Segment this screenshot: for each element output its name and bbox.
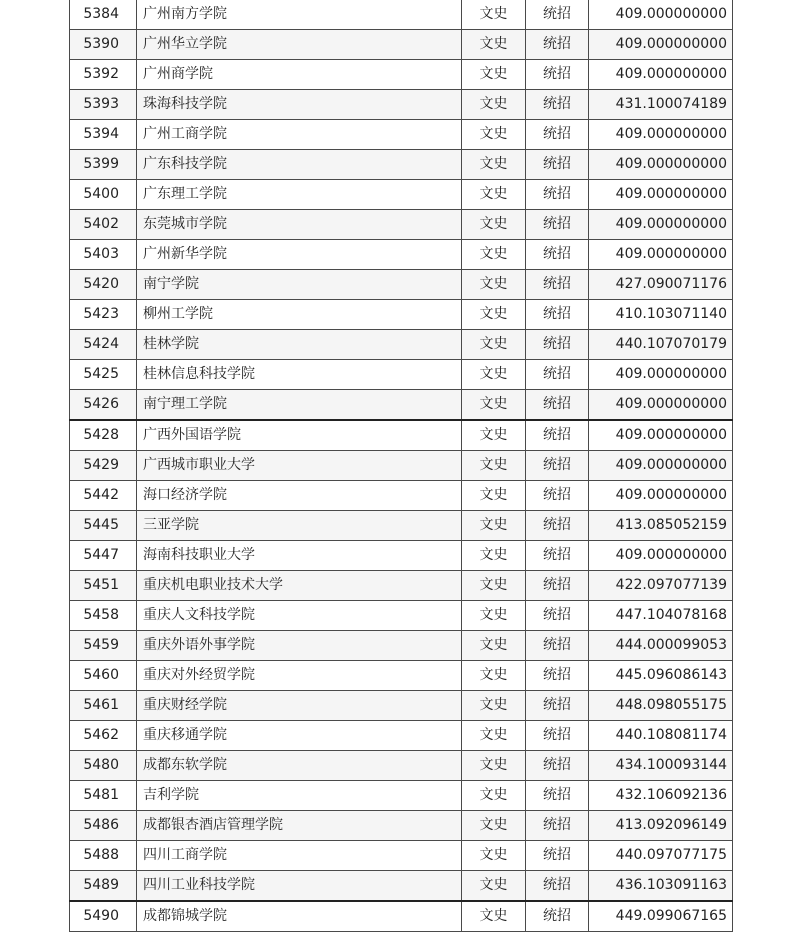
enrollment-type-cell: 统招 (526, 871, 589, 902)
subject-category-cell: 文史 (462, 751, 526, 781)
school-code-cell: 5393 (70, 90, 137, 120)
min-score-cell: 422.097077139 (589, 571, 733, 601)
subject-category-cell: 文史 (462, 511, 526, 541)
subject-category-cell: 文史 (462, 631, 526, 661)
min-score-cell: 409.000000000 (589, 150, 733, 180)
table-row (70, 330, 733, 360)
table-row (70, 150, 733, 180)
enrollment-type-cell: 统招 (526, 300, 589, 330)
school-code-cell: 5394 (70, 120, 137, 150)
subject-category-cell: 文史 (462, 601, 526, 631)
school-code-cell: 5459 (70, 631, 137, 661)
school-code-cell: 5400 (70, 180, 137, 210)
school-name-cell: 南宁学院 (137, 270, 462, 300)
school-name-cell: 桂林学院 (137, 330, 462, 360)
subject-category-cell: 文史 (462, 240, 526, 270)
school-name-cell: 广西外国语学院 (137, 420, 462, 451)
min-score-cell: 431.100074189 (589, 90, 733, 120)
min-score-cell: 410.103071140 (589, 300, 733, 330)
enrollment-type-cell: 统招 (526, 0, 589, 30)
table-row (70, 901, 733, 932)
min-score-cell: 413.092096149 (589, 811, 733, 841)
enrollment-type-cell: 统招 (526, 210, 589, 240)
table-row (70, 30, 733, 60)
table-row (70, 841, 733, 871)
min-score-cell: 409.000000000 (589, 180, 733, 210)
school-name-cell: 桂林信息科技学院 (137, 360, 462, 390)
table-row (70, 60, 733, 90)
table-row (70, 601, 733, 631)
enrollment-type-cell: 统招 (526, 751, 589, 781)
enrollment-type-cell: 统招 (526, 571, 589, 601)
min-score-cell: 409.000000000 (589, 30, 733, 60)
table-row (70, 811, 733, 841)
enrollment-type-cell: 统招 (526, 420, 589, 451)
school-name-cell: 成都银杏酒店管理学院 (137, 811, 462, 841)
table-row (70, 180, 733, 210)
table-row (70, 661, 733, 691)
school-code-cell: 5462 (70, 721, 137, 751)
subject-category-cell: 文史 (462, 120, 526, 150)
school-code-cell: 5402 (70, 210, 137, 240)
subject-category-cell: 文史 (462, 901, 526, 932)
min-score-cell: 409.000000000 (589, 451, 733, 481)
school-name-cell: 海南科技职业大学 (137, 541, 462, 571)
school-code-cell: 5428 (70, 420, 137, 451)
school-name-cell: 海口经济学院 (137, 481, 462, 511)
min-score-cell: 409.000000000 (589, 60, 733, 90)
table-row (70, 360, 733, 390)
min-score-cell: 434.100093144 (589, 751, 733, 781)
subject-category-cell: 文史 (462, 90, 526, 120)
min-score-cell: 440.107070179 (589, 330, 733, 360)
subject-category-cell: 文史 (462, 390, 526, 421)
min-score-cell: 413.085052159 (589, 511, 733, 541)
subject-category-cell: 文史 (462, 150, 526, 180)
subject-category-cell: 文史 (462, 691, 526, 721)
enrollment-type-cell: 统招 (526, 150, 589, 180)
enrollment-type-cell: 统招 (526, 811, 589, 841)
table-row (70, 541, 733, 571)
school-name-cell: 重庆人文科技学院 (137, 601, 462, 631)
school-code-cell: 5447 (70, 541, 137, 571)
school-name-cell: 广东科技学院 (137, 150, 462, 180)
table-row (70, 721, 733, 751)
school-name-cell: 广州华立学院 (137, 30, 462, 60)
school-code-cell: 5489 (70, 871, 137, 902)
min-score-cell: 409.000000000 (589, 541, 733, 571)
subject-category-cell: 文史 (462, 60, 526, 90)
school-code-cell: 5442 (70, 481, 137, 511)
subject-category-cell: 文史 (462, 781, 526, 811)
subject-category-cell: 文史 (462, 841, 526, 871)
subject-category-cell: 文史 (462, 330, 526, 360)
enrollment-type-cell: 统招 (526, 390, 589, 421)
enrollment-type-cell: 统招 (526, 240, 589, 270)
enrollment-type-cell: 统招 (526, 270, 589, 300)
enrollment-type-cell: 统招 (526, 541, 589, 571)
min-score-cell: 409.000000000 (589, 360, 733, 390)
enrollment-type-cell: 统招 (526, 30, 589, 60)
min-score-cell: 447.104078168 (589, 601, 733, 631)
school-name-cell: 珠海科技学院 (137, 90, 462, 120)
table-row (70, 871, 733, 902)
school-name-cell: 广州新华学院 (137, 240, 462, 270)
school-name-cell: 重庆机电职业技术大学 (137, 571, 462, 601)
school-name-cell: 广州南方学院 (137, 0, 462, 30)
school-code-cell: 5424 (70, 330, 137, 360)
enrollment-type-cell: 统招 (526, 781, 589, 811)
school-name-cell: 成都锦城学院 (137, 901, 462, 932)
min-score-cell: 409.000000000 (589, 120, 733, 150)
school-code-cell: 5486 (70, 811, 137, 841)
min-score-cell: 449.099067165 (589, 901, 733, 932)
table-row (70, 90, 733, 120)
school-code-cell: 5445 (70, 511, 137, 541)
school-name-cell: 重庆财经学院 (137, 691, 462, 721)
min-score-cell: 409.000000000 (589, 240, 733, 270)
table-row (70, 571, 733, 601)
min-score-cell: 445.096086143 (589, 661, 733, 691)
enrollment-type-cell: 统招 (526, 841, 589, 871)
subject-category-cell: 文史 (462, 0, 526, 30)
table-row (70, 420, 733, 451)
table-body (70, 0, 733, 932)
enrollment-type-cell: 统招 (526, 180, 589, 210)
school-name-cell: 南宁理工学院 (137, 390, 462, 421)
school-code-cell: 5480 (70, 751, 137, 781)
min-score-cell: 409.000000000 (589, 420, 733, 451)
school-code-cell: 5425 (70, 360, 137, 390)
enrollment-type-cell: 统招 (526, 451, 589, 481)
subject-category-cell: 文史 (462, 811, 526, 841)
school-name-cell: 重庆移通学院 (137, 721, 462, 751)
school-name-cell: 广州商学院 (137, 60, 462, 90)
school-code-cell: 5458 (70, 601, 137, 631)
subject-category-cell: 文史 (462, 360, 526, 390)
school-code-cell: 5481 (70, 781, 137, 811)
table-row (70, 120, 733, 150)
enrollment-type-cell: 统招 (526, 631, 589, 661)
school-code-cell: 5429 (70, 451, 137, 481)
enrollment-type-cell: 统招 (526, 511, 589, 541)
school-code-cell: 5384 (70, 0, 137, 30)
school-code-cell: 5461 (70, 691, 137, 721)
school-name-cell: 四川工业科技学院 (137, 871, 462, 902)
min-score-cell: 440.108081174 (589, 721, 733, 751)
school-name-cell: 重庆对外经贸学院 (137, 661, 462, 691)
enrollment-type-cell: 统招 (526, 721, 589, 751)
min-score-cell: 409.000000000 (589, 210, 733, 240)
enrollment-type-cell: 统招 (526, 901, 589, 932)
table-row (70, 270, 733, 300)
table-row (70, 0, 733, 30)
school-name-cell: 重庆外语外事学院 (137, 631, 462, 661)
school-name-cell: 东莞城市学院 (137, 210, 462, 240)
table-row (70, 390, 733, 421)
min-score-cell: 436.103091163 (589, 871, 733, 902)
enrollment-type-cell: 统招 (526, 120, 589, 150)
enrollment-type-cell: 统招 (526, 691, 589, 721)
school-code-cell: 5420 (70, 270, 137, 300)
school-code-cell: 5399 (70, 150, 137, 180)
subject-category-cell: 文史 (462, 210, 526, 240)
table-row (70, 691, 733, 721)
min-score-cell: 440.097077175 (589, 841, 733, 871)
min-score-cell: 432.106092136 (589, 781, 733, 811)
subject-category-cell: 文史 (462, 270, 526, 300)
table-row (70, 511, 733, 541)
table-row (70, 451, 733, 481)
subject-category-cell: 文史 (462, 481, 526, 511)
subject-category-cell: 文史 (462, 180, 526, 210)
subject-category-cell: 文史 (462, 451, 526, 481)
school-name-cell: 四川工商学院 (137, 841, 462, 871)
subject-category-cell: 文史 (462, 721, 526, 751)
table-row (70, 781, 733, 811)
subject-category-cell: 文史 (462, 571, 526, 601)
table-row (70, 481, 733, 511)
min-score-cell: 409.000000000 (589, 0, 733, 30)
enrollment-type-cell: 统招 (526, 661, 589, 691)
school-code-cell: 5392 (70, 60, 137, 90)
min-score-cell: 448.098055175 (589, 691, 733, 721)
subject-category-cell: 文史 (462, 420, 526, 451)
school-name-cell: 广西城市职业大学 (137, 451, 462, 481)
table-row (70, 240, 733, 270)
subject-category-cell: 文史 (462, 871, 526, 902)
enrollment-type-cell: 统招 (526, 360, 589, 390)
table-row (70, 751, 733, 781)
subject-category-cell: 文史 (462, 541, 526, 571)
school-name-cell: 吉利学院 (137, 781, 462, 811)
school-code-cell: 5460 (70, 661, 137, 691)
subject-category-cell: 文史 (462, 300, 526, 330)
school-code-cell: 5490 (70, 901, 137, 932)
school-name-cell: 成都东软学院 (137, 751, 462, 781)
min-score-cell: 427.090071176 (589, 270, 733, 300)
school-code-cell: 5451 (70, 571, 137, 601)
min-score-cell: 444.000099053 (589, 631, 733, 661)
enrollment-type-cell: 统招 (526, 60, 589, 90)
enrollment-type-cell: 统招 (526, 330, 589, 360)
subject-category-cell: 文史 (462, 30, 526, 60)
school-name-cell: 广东理工学院 (137, 180, 462, 210)
admission-score-table (69, 0, 733, 932)
subject-category-cell: 文史 (462, 661, 526, 691)
table-row (70, 300, 733, 330)
min-score-cell: 409.000000000 (589, 390, 733, 421)
school-name-cell: 广州工商学院 (137, 120, 462, 150)
school-code-cell: 5423 (70, 300, 137, 330)
enrollment-type-cell: 统招 (526, 601, 589, 631)
table-row (70, 210, 733, 240)
school-name-cell: 三亚学院 (137, 511, 462, 541)
min-score-cell: 409.000000000 (589, 481, 733, 511)
enrollment-type-cell: 统招 (526, 90, 589, 120)
school-name-cell: 柳州工学院 (137, 300, 462, 330)
enrollment-type-cell: 统招 (526, 481, 589, 511)
school-code-cell: 5426 (70, 390, 137, 421)
school-code-cell: 5488 (70, 841, 137, 871)
table-row (70, 631, 733, 661)
school-code-cell: 5403 (70, 240, 137, 270)
school-code-cell: 5390 (70, 30, 137, 60)
